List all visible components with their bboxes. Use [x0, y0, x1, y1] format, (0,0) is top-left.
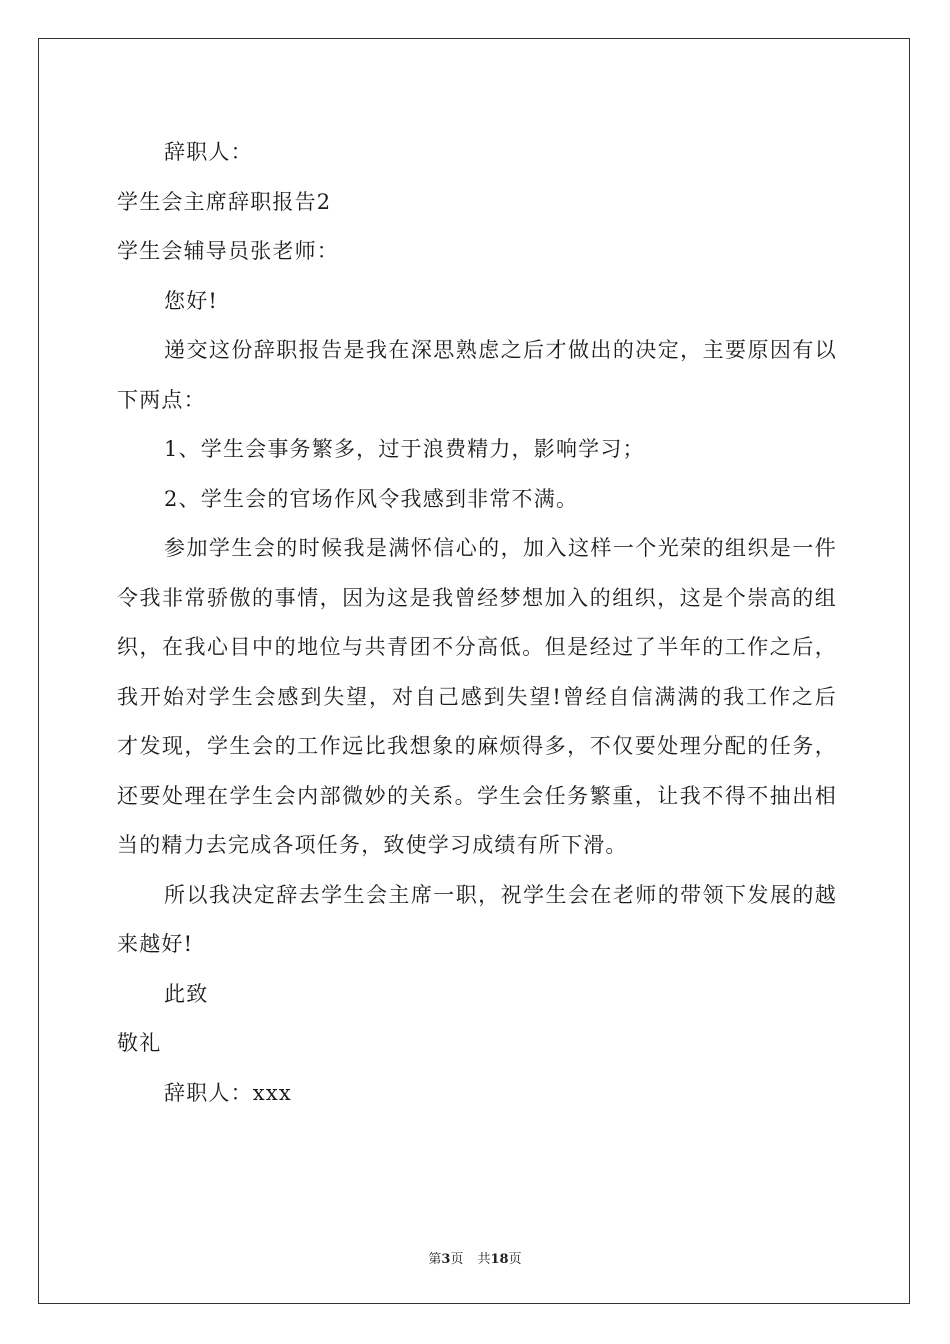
greeting: 您好!	[164, 288, 219, 313]
total-pages-number: 18	[490, 1252, 509, 1267]
closing-cizhi: 此致	[164, 981, 209, 1006]
document-title: 学生会主席辞职报告2	[117, 189, 332, 214]
paragraph-conclusion: 所以我决定辞去学生会主席一职，祝学生会在老师的带领下发展的越来越好!	[117, 882, 837, 956]
document-body	[117, 128, 837, 1118]
reason-point-1: 1、学生会事务繁多，过于浪费精力，影响学习；	[164, 437, 645, 461]
signature: 辞职人：xxx	[164, 1080, 292, 1105]
closing-jingli: 敬礼	[117, 1031, 162, 1055]
footer-total-prefix: 共	[477, 1252, 491, 1267]
current-page-number: 3	[441, 1252, 451, 1267]
paragraph-intro: 递交这份辞职报告是我在深思熟虑之后才做出的决定，主要原因有以下两点：	[117, 338, 837, 412]
reason-point-2: 2、学生会的官场作风令我感到非常不满。	[164, 486, 579, 511]
footer-prefix: 第	[428, 1252, 442, 1267]
page-footer	[0, 1248, 950, 1267]
footer-page-unit: 页	[450, 1252, 464, 1267]
footer-total-unit: 页	[508, 1252, 522, 1267]
resigner-label-top: 辞职人：	[164, 140, 253, 164]
salutation: 学生会辅导员张老师：	[117, 239, 339, 263]
paragraph-body: 参加学生会的时候我是满怀信心的，加入这样一个光荣的组织是一件令我非常骄傲的事情，因为这是我曾经梦想加入的组织，这是个崇高的组织，在我心目中的地位与共青团不分高低。但是经过了半年的工作之后，我开始对学生会感到失望，对自己感到失望!曾经自信满满的我工作之后才发现，学生会的工作远比我想象的麻烦得多，不仅要处理分配的任务，还要处理在学生会内部微妙的关系。学生会任务繁重，让我不得不抽出相当的精力去完成各项任务，致使学习成绩有所下滑。	[117, 536, 837, 857]
